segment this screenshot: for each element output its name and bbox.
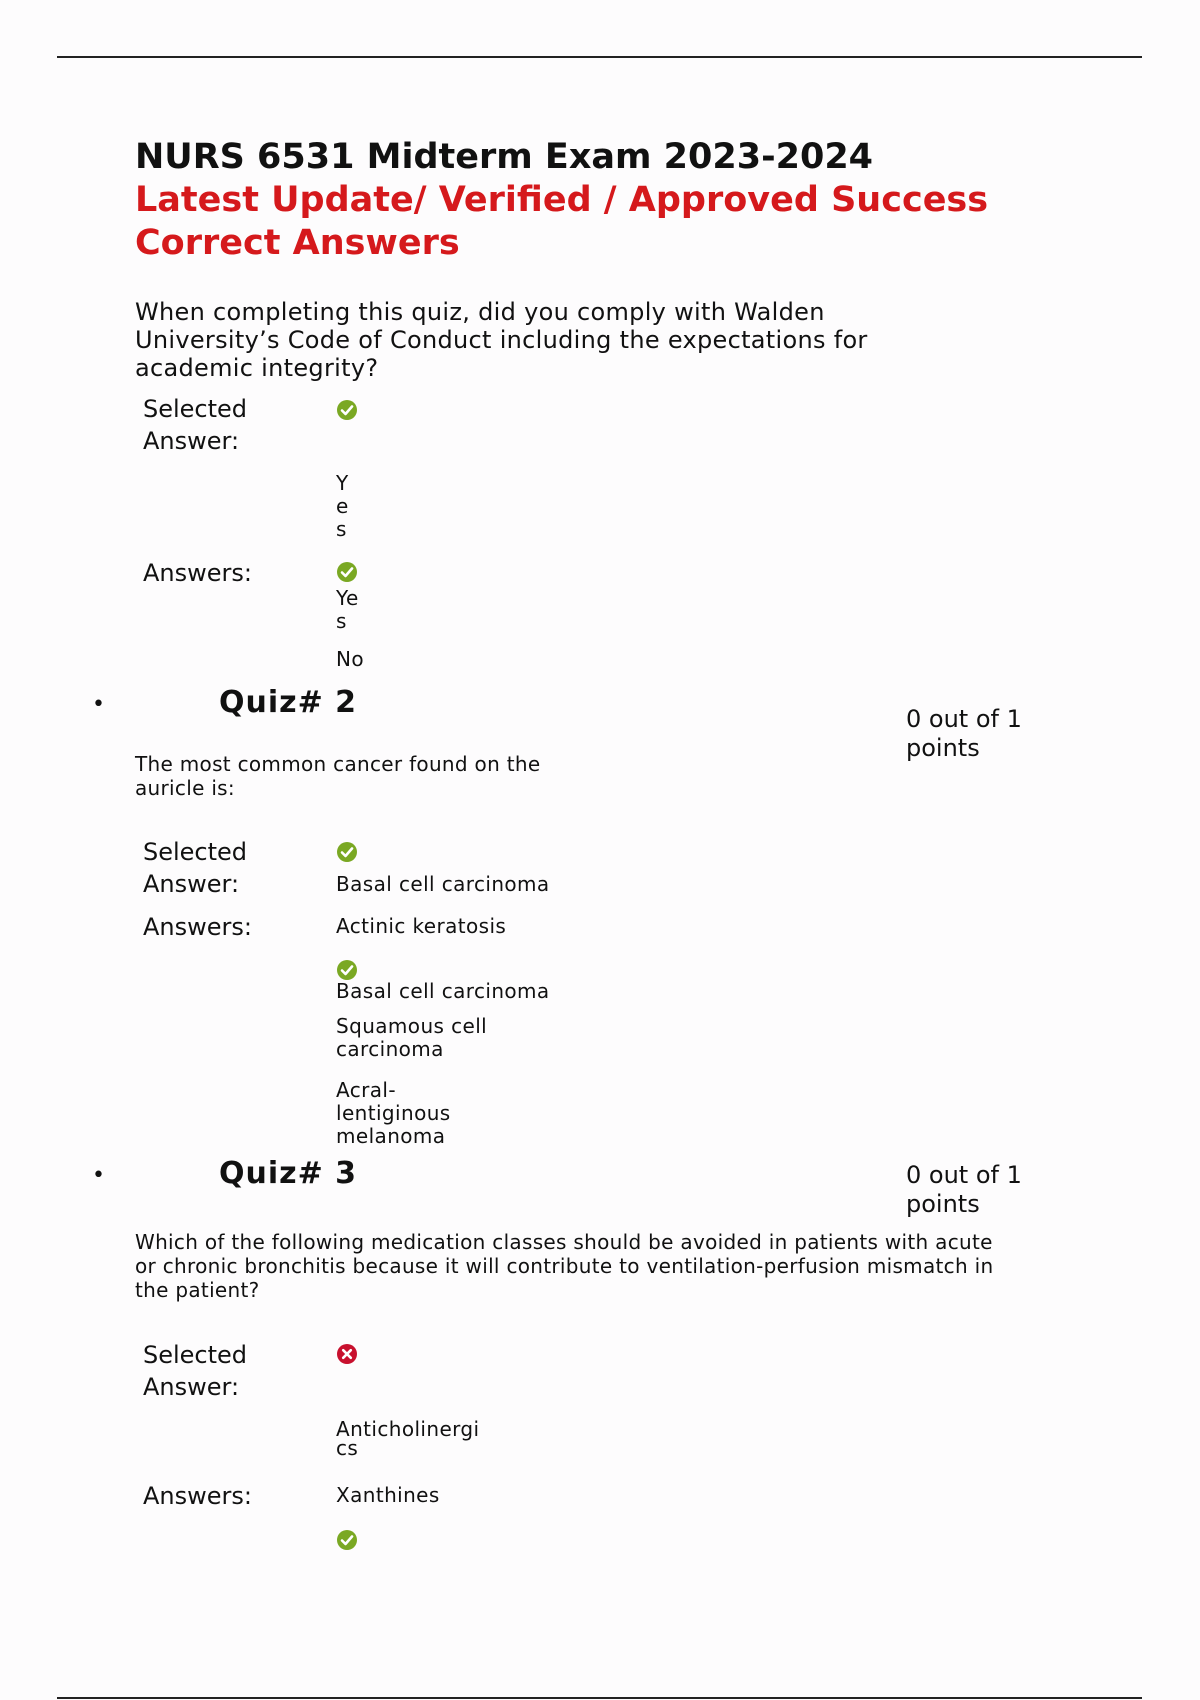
q3-bullet: •: [92, 1163, 105, 1188]
x-circle-icon: [336, 1343, 358, 1365]
check-circle-icon: [336, 959, 358, 981]
q2-question: The most common cancer found on the auricle is:: [135, 752, 541, 800]
check-circle-icon: [336, 399, 358, 421]
q2-heading: Quiz# 2: [219, 685, 358, 720]
q1-answer-yes: Yes: [336, 586, 359, 633]
q1-question: When completing this quiz, did you comply with Walden University’s Code of Conduct including the expectations for academic integrity?: [135, 298, 868, 382]
title-line-1: NURS 6531 Midterm Exam 2023-2024: [135, 137, 874, 177]
q3-question: Which of the following medication classes should be avoided in patients with acute or chronic bronchitis because it will contribute to ventilation-perfusion mismatch in the patient?: [135, 1230, 994, 1302]
q1-selected-value: Yes: [336, 471, 349, 541]
q2-bullet: •: [92, 692, 105, 717]
top-rule: [57, 56, 1142, 58]
q2-answer-4: Acral-lentiginous melanoma: [336, 1078, 451, 1148]
q1-answers-label: Answers:: [143, 559, 252, 587]
q3-selected-value: Anticholinergi cs: [336, 1417, 480, 1460]
q2-answer-3: Squamous cell carcinoma: [336, 1014, 488, 1061]
q2-answers-label: Answers:: [143, 913, 252, 941]
q1-selected-label: Selected Answer:: [143, 395, 248, 455]
q1-answer-no: No: [336, 647, 364, 671]
q2-answer-2: Basal cell carcinoma: [336, 979, 550, 1003]
bottom-rule: [57, 1697, 1142, 1699]
q3-selected-label: Selected Answer:: [143, 1341, 248, 1401]
q3-answers-label: Answers:: [143, 1482, 252, 1510]
page-title: [135, 136, 988, 265]
q2-points: 0 out of 1 points: [906, 705, 1022, 762]
q3-answer-1: Xanthines: [336, 1483, 440, 1507]
check-circle-icon: [336, 1529, 358, 1551]
title-red-line-2: Correct Answers: [135, 223, 460, 263]
q2-answer-1: Actinic keratosis: [336, 914, 507, 938]
q2-selected-label: Selected Answer:: [143, 838, 248, 898]
check-circle-icon: [336, 841, 358, 863]
q3-points: 0 out of 1 points: [906, 1161, 1022, 1218]
title-red-line-1: Latest Update/ Verified / Approved Success: [135, 180, 989, 220]
check-circle-icon: [336, 561, 358, 583]
q2-selected-value: Basal cell carcinoma: [336, 872, 550, 896]
q3-heading: Quiz# 3: [219, 1156, 358, 1191]
